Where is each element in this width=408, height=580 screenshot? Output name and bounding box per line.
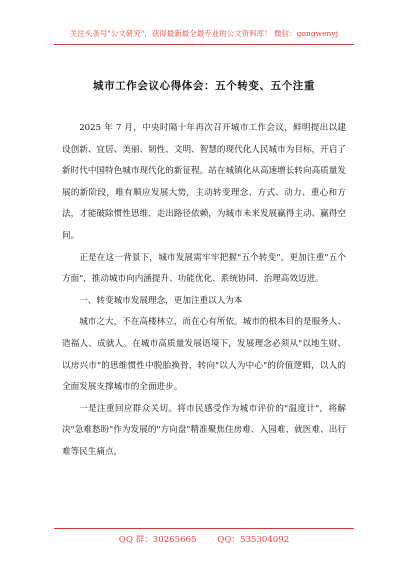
- section-heading-1: 一、转变城市发展理念，更加注重以人为本: [79, 295, 243, 306]
- paragraph-people-centered: 城市之大，不在高楼林立，而在心有所依。城市的根本目的是服务人、造福人、成就人。在城市高质量发展语境下，发展理念必须从"以地生财、以房兴市"的思维惯性中脱胎换骨，转向"以人为中心"的价值逻辑，以人的全面发展支撑城市的全面进步。: [62, 317, 346, 393]
- footer-contact: [0, 533, 408, 545]
- footer-qq: QQ：535304092: [217, 535, 290, 545]
- header-promo-note: 关注头条号"公文研究"，获得最新最全最专业的公文资料库！ 微信：gongwenyj: [69, 29, 339, 38]
- header-divider: [54, 44, 354, 45]
- paragraph-background: 正是在这一背景下，城市发展需牢牢把握"五个转变"，更加注重"五个方面"，推动城市向内涵提升、功能优化、系统协同、治理高效迈进。: [62, 252, 346, 285]
- footer-qq-group: QQ 群：30265665: [118, 535, 197, 545]
- paragraph-intro: 2025 年 7 月，中央时隔十年再次召开城市工作会议，鲜明提出以建设创新、宜居、美丽、韧性、文明、智慧的现代化人民城市为目标，开启了新时代中国特色城市现代化的新征程。站在城镇化从高速增长转向高质量发展的新阶段，唯有顺应发展大势，主动转变理念、方式、动力、重心和方法，才能破除惯性思维、走出路径依赖，为城市未来发展赢得主动、赢得空间。: [62, 123, 346, 241]
- paragraph-public-concerns: 一是注重回应群众关切。将市民感受作为城市评价的"温度计"，将解决"急难愁盼"作为发展的"方向盘"精准聚焦住房难、入园难、就医难、出行难等民生痛点，: [62, 403, 346, 457]
- document-body: [62, 118, 346, 464]
- document-title: 城市工作会议心得体会：五个转变、五个注重: [93, 80, 315, 92]
- footer-divider: [54, 528, 354, 529]
